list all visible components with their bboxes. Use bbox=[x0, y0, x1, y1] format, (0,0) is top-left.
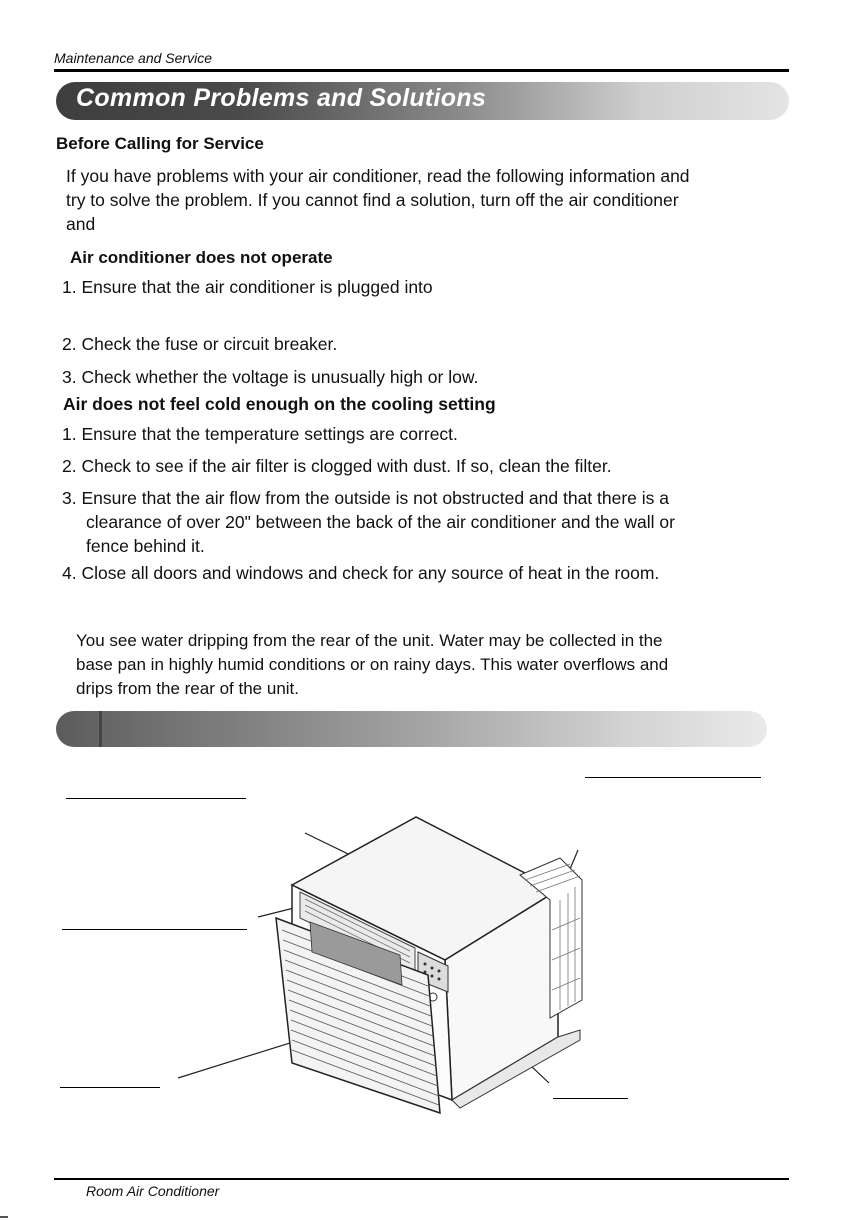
water-note-line: You see water dripping from the rear of the unit. Water may be collected in the bbox=[76, 631, 663, 650]
issue-step: 4. Close all doors and windows and check for any source of heat in the room. bbox=[62, 563, 660, 583]
issue-title: Air conditioner does not operate bbox=[70, 248, 333, 267]
intro-heading: Before Calling for Service bbox=[56, 134, 264, 153]
issue-step: 1. Ensure that the temperature settings are correct. bbox=[62, 424, 458, 444]
issue-step: 1. Ensure that the air conditioner is plugged into bbox=[62, 277, 433, 297]
issue-step: 2. Check to see if the air filter is clogged with dust. If so, clean the filter. bbox=[62, 456, 612, 476]
water-note-line: base pan in highly humid conditions or on rainy days. This water overflows and bbox=[76, 655, 669, 674]
intro-line: try to solve the problem. If you cannot find a solution, turn off the air conditioner bbox=[66, 190, 679, 210]
footer-rule bbox=[54, 1178, 789, 1180]
issue-step: 2. Check the fuse or circuit breaker. bbox=[62, 334, 338, 354]
intro-line: and bbox=[66, 214, 96, 234]
issue-step: clearance of over 20" between the back of the air conditioner and the wall or bbox=[86, 512, 675, 532]
footer-product: Room Air Conditioner bbox=[86, 1183, 220, 1199]
page-title: Common Problems and Solutions bbox=[76, 84, 487, 112]
issue-title: Air does not feel cold enough on the cooling setting bbox=[63, 394, 496, 414]
section-label: Maintenance and Service bbox=[54, 50, 212, 66]
intro-line: If you have problems with your air conditioner, read the following information and bbox=[66, 166, 690, 186]
page-mark bbox=[0, 1216, 8, 1218]
issue-step: 3. Ensure that the air flow from the outside is not obstructed and that there is a bbox=[62, 488, 670, 508]
issue-step: 3. Check whether the voltage is unusually high or low. bbox=[62, 367, 479, 387]
water-note-line: drips from the rear of the unit. bbox=[76, 679, 299, 698]
issue-step: fence behind it. bbox=[86, 536, 205, 556]
